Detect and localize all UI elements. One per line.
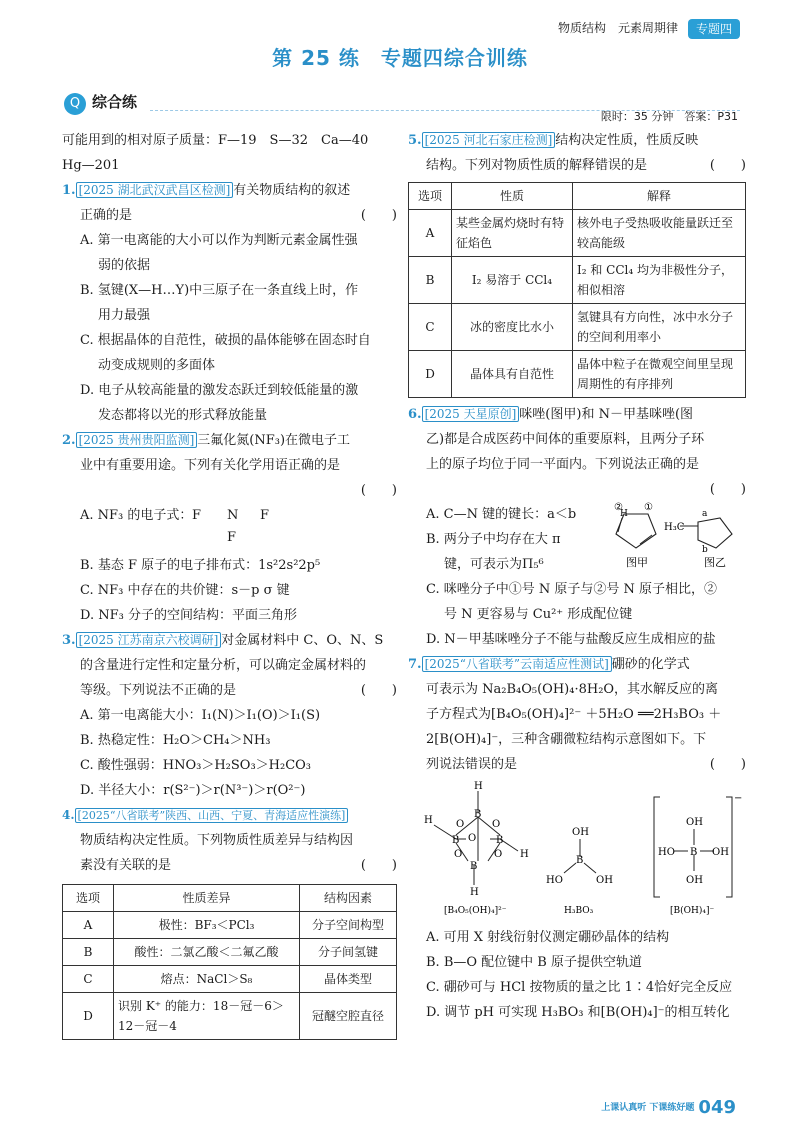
tetrahydroxyborate-label: [B(OH)₄]⁻ bbox=[670, 906, 715, 916]
question-source: [2025“八省联考”云南适应性测试] bbox=[422, 656, 612, 672]
option-b: B. 氢键(X—H…Y)中三原子在一条直线上时，作 bbox=[80, 283, 359, 298]
question-source: [2025 天星原创] bbox=[422, 406, 520, 422]
option-d: D. N－甲基咪唑分子不能与盐酸反应生成相应的盐 bbox=[426, 632, 716, 647]
table-cell: 极性：BF₃＜PCl₃ bbox=[114, 912, 300, 939]
atom-oh: OH bbox=[686, 817, 703, 828]
option-c-cont: 号 N 更容易与 Cu²⁺ 形成配位键 bbox=[444, 607, 633, 622]
page-title: 第 25 练 专题四综合训练 bbox=[272, 46, 528, 70]
charge-minus: − bbox=[734, 793, 743, 804]
question-stem: 正确的是 bbox=[80, 208, 133, 223]
atom-o: O bbox=[468, 833, 477, 844]
lewis-f3: F bbox=[227, 530, 237, 545]
option-c: C. 硼砂可与 HCl 按物质的量之比 1∶4恰好完全反应 bbox=[426, 980, 733, 995]
tetraborate-label: [B₄O₅(OH)₄]²⁻ bbox=[444, 906, 507, 916]
figure-jia bbox=[616, 514, 656, 548]
atom-b: B bbox=[474, 809, 482, 820]
atom-b: B bbox=[690, 847, 698, 858]
methyl-label: H₃C bbox=[664, 522, 685, 533]
question-number: 5. bbox=[408, 133, 422, 148]
option-b: B. 两分子中均存在大 π bbox=[426, 532, 561, 547]
question-stem: 的含量进行定性和定量分析，可以确定金属材料的 bbox=[80, 658, 367, 673]
atom-o: O bbox=[492, 819, 501, 830]
question-stem: 等级。下列说法不正确的是 bbox=[80, 683, 237, 698]
question-number: 7. bbox=[408, 657, 422, 672]
option-d: D. 调节 pH 可实现 H₃BO₃ 和[B(OH)₄]⁻的相互转化 bbox=[426, 1005, 730, 1020]
atom-n: H bbox=[620, 509, 628, 519]
bond-a-label: a bbox=[702, 509, 708, 519]
table-cell: 晶体具有自范性 bbox=[452, 351, 573, 398]
atom-h: H bbox=[520, 849, 529, 860]
header-topics: 物质结构 元素周期律 bbox=[557, 21, 678, 35]
table-cell: I₂ 易溶于 CCl₄ bbox=[452, 257, 573, 304]
question-6 bbox=[408, 402, 746, 652]
question-stem: 业中有重要用途。下列有关化学用语正确的是 bbox=[80, 458, 341, 473]
figure-jia-label: 图甲 bbox=[626, 556, 648, 568]
atom-b: B bbox=[576, 855, 584, 866]
table-header: 解释 bbox=[573, 183, 746, 210]
question-2 bbox=[62, 428, 397, 628]
answer-blank: ( ) bbox=[709, 482, 746, 497]
atom-o: O bbox=[454, 849, 463, 860]
table-cell: 冠醚空腔直径 bbox=[300, 993, 397, 1040]
table-cell: 冰的密度比水小 bbox=[452, 304, 573, 351]
option-c: C. NF₃ 中存在的共价键：s－p σ 键 bbox=[80, 583, 290, 598]
table-row bbox=[409, 257, 746, 304]
question-stem: 三氟化氮(NF₃)在微电子工 bbox=[197, 433, 351, 448]
table-row bbox=[409, 304, 746, 351]
atom-o: O bbox=[494, 849, 503, 860]
option-a: A. 第一电离能的大小可以作为判断元素金属性强 bbox=[80, 233, 358, 248]
question-stem: 素没有关联的是 bbox=[80, 858, 172, 873]
question-stem: 物质结构决定性质。下列物质性质差异与结构因 bbox=[80, 833, 354, 848]
figure-yi bbox=[680, 518, 732, 548]
table-cell: 分子空间构型 bbox=[300, 912, 397, 939]
table-header: 性质 bbox=[452, 183, 573, 210]
lewis-f2: F bbox=[260, 508, 270, 523]
question-1 bbox=[62, 178, 397, 428]
question-source: [2025 湖北武汉武昌区检测] bbox=[76, 182, 234, 198]
table-row bbox=[63, 912, 397, 939]
borate-structures-figure bbox=[408, 777, 746, 925]
atom-oh: OH bbox=[686, 875, 703, 886]
atom-b: B bbox=[452, 835, 460, 846]
question-4 bbox=[62, 803, 397, 1040]
question-3 bbox=[62, 628, 397, 803]
intro-line: 可能用到的相对原子质量：F—19 S—32 Ca—40 bbox=[62, 133, 369, 148]
option-b: B. B—O 配位键中 B 原子提供空轨道 bbox=[426, 955, 642, 970]
option-d: D. NF₃ 分子的空间结构：平面三角形 bbox=[80, 608, 297, 623]
question-stem: 对金属材料中 C、O、N、S bbox=[221, 633, 384, 648]
question-source: [2025 河北石家庄检测] bbox=[422, 132, 556, 148]
q4-table bbox=[62, 884, 397, 1040]
question-stem: 结构。下列对物质性质的解释错误的是 bbox=[426, 158, 648, 173]
question-number: 6. bbox=[408, 407, 422, 422]
time-limit: 限时：35 分钟 答案：P31 bbox=[600, 110, 738, 123]
search-icon: Q bbox=[64, 93, 86, 115]
question-source: [2025 贵州贵阳监测] bbox=[76, 432, 198, 448]
table-row bbox=[409, 210, 746, 257]
footer-slogan: 上课认真听 下课练好题 bbox=[601, 1103, 695, 1113]
lewis-n: N bbox=[227, 508, 239, 523]
table-row bbox=[409, 351, 746, 398]
table-cell: 核外电子受热吸收能量跃迁至较高能级 bbox=[573, 210, 746, 257]
q5-table bbox=[408, 182, 746, 398]
table-cell: A bbox=[409, 210, 452, 257]
table-header: 选项 bbox=[63, 885, 114, 912]
question-stem: 硼砂的化学式 bbox=[611, 657, 690, 672]
table-cell: 分子间氢键 bbox=[300, 939, 397, 966]
answer-blank: ( ) bbox=[360, 208, 397, 223]
table-header-row bbox=[63, 885, 397, 912]
question-5 bbox=[408, 128, 746, 398]
question-number: 2. bbox=[62, 433, 76, 448]
page-number: 049 bbox=[698, 1097, 736, 1118]
table-cell: C bbox=[409, 304, 452, 351]
option-c: C. 根据晶体的自范性，破损的晶体能够在固态时自 bbox=[80, 333, 371, 348]
table-cell: D bbox=[63, 993, 114, 1040]
answer-blank: ( ) bbox=[709, 757, 746, 772]
table-cell: 某些金属灼烧时有特征焰色 bbox=[452, 210, 573, 257]
question-7 bbox=[408, 652, 746, 1025]
question-stem: 咪唑(图甲)和 N－甲基咪唑(图 bbox=[519, 407, 694, 422]
option-b: B. 热稳定性：H₂O＞CH₄＞NH₃ bbox=[80, 733, 271, 748]
bond-b-label: b bbox=[702, 545, 708, 555]
option-a-cont: 弱的依据 bbox=[98, 258, 151, 273]
table-row bbox=[63, 966, 397, 993]
question-stem: 列说法错误的是 bbox=[426, 757, 518, 772]
table-header-row bbox=[409, 183, 746, 210]
option-d: D. 半径大小：r(S²⁻)＞r(N³⁻)＞r(O²⁻) bbox=[80, 783, 306, 798]
atom-h: H bbox=[424, 815, 433, 826]
table-header: 选项 bbox=[409, 183, 452, 210]
table-header: 性质差异 bbox=[114, 885, 300, 912]
question-stem: 乙)都是合成医药中间体的重要原料，且两分子环 bbox=[426, 432, 705, 447]
question-stem: 2[B(OH)₄]⁻，三种含硼微粒结构示意图如下。下 bbox=[426, 732, 707, 747]
right-column bbox=[408, 128, 746, 1025]
table-cell: 氢键具有方向性，冰中水分子的空间利用率小 bbox=[573, 304, 746, 351]
answer-blank: ( ) bbox=[360, 683, 397, 698]
atom-ho: HO bbox=[658, 847, 675, 858]
option-c: C. 酸性强弱：HNO₃＞H₂SO₃＞H₂CO₃ bbox=[80, 758, 312, 773]
table-cell: B bbox=[63, 939, 114, 966]
imidazole-figure bbox=[604, 496, 746, 568]
table-cell: 熔点：NaCl＞S₈ bbox=[114, 966, 300, 993]
atom-o: O bbox=[456, 819, 465, 830]
question-stem: 上的原子均位于同一平面内。下列说法正确的是 bbox=[426, 457, 700, 472]
question-number: 4. bbox=[62, 808, 75, 822]
option-b: B. 基态 F 原子的电子排布式：1s²2s²2p⁵ bbox=[80, 558, 321, 573]
question-stem: 可表示为 Na₂B₄O₅(OH)₄·8H₂O，其水解反应的离 bbox=[426, 682, 719, 697]
left-column bbox=[62, 128, 397, 1040]
table-cell: D bbox=[409, 351, 452, 398]
intro-line: Hg—201 bbox=[62, 158, 120, 173]
table-cell: 晶体类型 bbox=[300, 966, 397, 993]
section-title: 综合练 bbox=[92, 93, 138, 111]
table-cell: A bbox=[63, 912, 114, 939]
option-a: A. C—N 键的键长：a＜b bbox=[426, 507, 577, 522]
table-row bbox=[63, 939, 397, 966]
table-header: 结构因素 bbox=[300, 885, 397, 912]
option-b-cont: 用力最强 bbox=[98, 308, 151, 323]
lewis-f1: F bbox=[192, 508, 202, 523]
option-a: A. 可用 X 射线衍射仪测定硼砂晶体的结构 bbox=[426, 930, 670, 945]
question-source: [2025 江苏南京六校调研] bbox=[76, 632, 222, 648]
option-d-cont: 发态都将以光的形式释放能量 bbox=[98, 408, 268, 423]
question-number: 1. bbox=[62, 183, 76, 198]
table-cell: B bbox=[409, 257, 452, 304]
atom-h: H bbox=[470, 887, 479, 898]
boric-acid-label: H₃BO₃ bbox=[564, 906, 594, 916]
atom-b: B bbox=[496, 835, 504, 846]
answer-blank: ( ) bbox=[360, 483, 397, 498]
question-source: [2025“八省联考”陕西、山西、宁夏、青海适应性演练] bbox=[75, 808, 349, 823]
page-header bbox=[558, 16, 740, 41]
question-stem: 有关物质结构的叙述 bbox=[233, 183, 351, 198]
option-a-label: A. NF₃ 的电子式： bbox=[80, 508, 193, 523]
mark-2: ② bbox=[614, 502, 623, 513]
question-stem: 子方程式为[B₄O₅(OH)₄]²⁻ ＋5H₂O ══2H₃BO₃ ＋ bbox=[426, 707, 722, 722]
option-a bbox=[62, 503, 397, 553]
option-c-cont: 动变成规则的多面体 bbox=[98, 358, 216, 373]
atom-oh: OH bbox=[712, 847, 729, 858]
option-d: D. 电子从较高能量的激发态跃迁到较低能量的激 bbox=[80, 383, 359, 398]
atom-ho: HO bbox=[546, 875, 563, 886]
topic-tag: 专题四 bbox=[688, 19, 740, 39]
atom-oh: OH bbox=[572, 827, 589, 838]
question-number: 3. bbox=[62, 633, 76, 648]
q6-options-with-figure bbox=[408, 502, 746, 577]
atom-oh: OH bbox=[596, 875, 613, 886]
figure-yi-label: 图乙 bbox=[704, 556, 726, 568]
table-row bbox=[63, 993, 397, 1040]
option-b-cont: 键，可表示为Π₅⁶ bbox=[444, 557, 544, 572]
table-cell: C bbox=[63, 966, 114, 993]
option-a: A. 第一电离能大小：I₁(N)＞I₁(O)＞I₁(S) bbox=[80, 708, 321, 723]
answer-blank: ( ) bbox=[360, 858, 397, 873]
page-footer bbox=[601, 1095, 736, 1120]
atom-h: H bbox=[474, 781, 483, 792]
table-cell: I₂ 和 CCl₄ 均为非极性分子，相似相溶 bbox=[573, 257, 746, 304]
table-cell: 酸性：二氯乙酸＜二氟乙酸 bbox=[114, 939, 300, 966]
mark-1: ① bbox=[644, 502, 653, 513]
option-c: C. 咪唑分子中①号 N 原子与②号 N 原子相比，② bbox=[426, 582, 718, 597]
answer-blank: ( ) bbox=[709, 158, 746, 173]
atom-b: B bbox=[470, 861, 478, 872]
table-cell: 晶体中粒子在微观空间里呈现周期性的有序排列 bbox=[573, 351, 746, 398]
table-cell: 识别 K⁺ 的能力：18－冠－6＞12－冠－4 bbox=[114, 993, 300, 1040]
question-stem: 结构决定性质，性质反映 bbox=[555, 133, 699, 148]
